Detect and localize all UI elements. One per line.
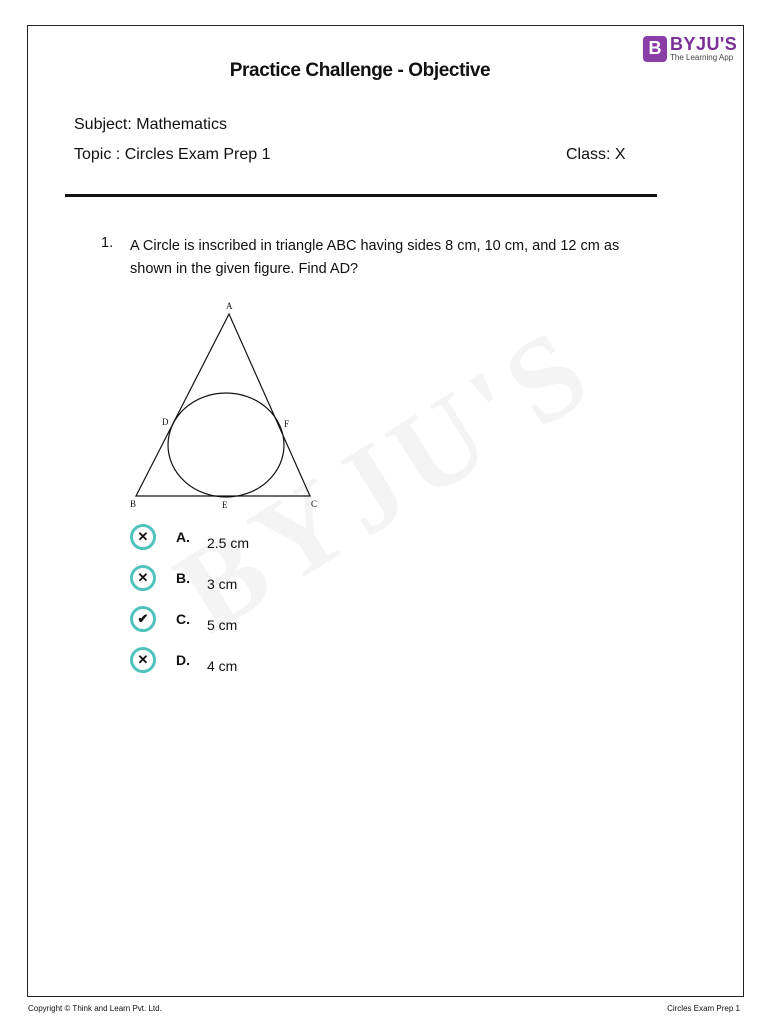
- option-c[interactable]: [130, 605, 430, 646]
- logo-tagline: The Learning App: [670, 53, 734, 62]
- footer-doc-title: Circles Exam Prep 1: [667, 1004, 740, 1013]
- option-letter: A.: [176, 529, 190, 545]
- question-text: A Circle is inscribed in triangle ABC having sides 8 cm, 10 cm, and 12 cm as shown in the given figure. Find AD?: [130, 238, 620, 277]
- option-a[interactable]: [130, 523, 430, 564]
- option-letter: D.: [176, 652, 190, 668]
- option-text: 3 cm: [207, 576, 238, 592]
- class-label: Class: X: [566, 146, 626, 163]
- topic-label: Topic : Circles Exam Prep 1: [74, 146, 271, 163]
- byjus-logo: [643, 35, 737, 62]
- label-d: D: [162, 417, 169, 427]
- option-text: 4 cm: [207, 658, 238, 674]
- label-e: E: [222, 500, 228, 510]
- footer-copyright: Copyright © Think and Learn Pvt. Ltd.: [28, 1004, 162, 1013]
- logo-text: [670, 35, 737, 62]
- option-b[interactable]: [130, 564, 430, 605]
- question-number: 1.: [101, 235, 114, 251]
- option-letter: C.: [176, 611, 190, 627]
- label-a: A: [226, 301, 233, 311]
- label-c: C: [311, 499, 318, 509]
- header-divider: [65, 194, 657, 197]
- option-letter: B.: [176, 570, 190, 586]
- cross-icon: ✕: [130, 565, 156, 591]
- option-text: 5 cm: [207, 617, 238, 633]
- cross-icon: ✕: [130, 524, 156, 550]
- label-f: F: [284, 419, 290, 429]
- triangle-abc: [136, 314, 310, 496]
- label-b: B: [130, 499, 137, 509]
- logo-mark-icon: B: [643, 36, 667, 62]
- subject-label: Subject: Mathematics: [74, 116, 227, 133]
- page-title: Practice Challenge - Objective: [229, 60, 491, 81]
- logo-name: BYJU'S: [670, 34, 738, 54]
- inscribed-circle: [168, 393, 284, 497]
- option-d[interactable]: [130, 646, 430, 687]
- option-text: 2.5 cm: [207, 535, 250, 551]
- answer-options: [130, 523, 430, 687]
- cross-icon: ✕: [130, 647, 156, 673]
- triangle-figure: [124, 298, 334, 516]
- check-icon: ✔: [130, 606, 156, 632]
